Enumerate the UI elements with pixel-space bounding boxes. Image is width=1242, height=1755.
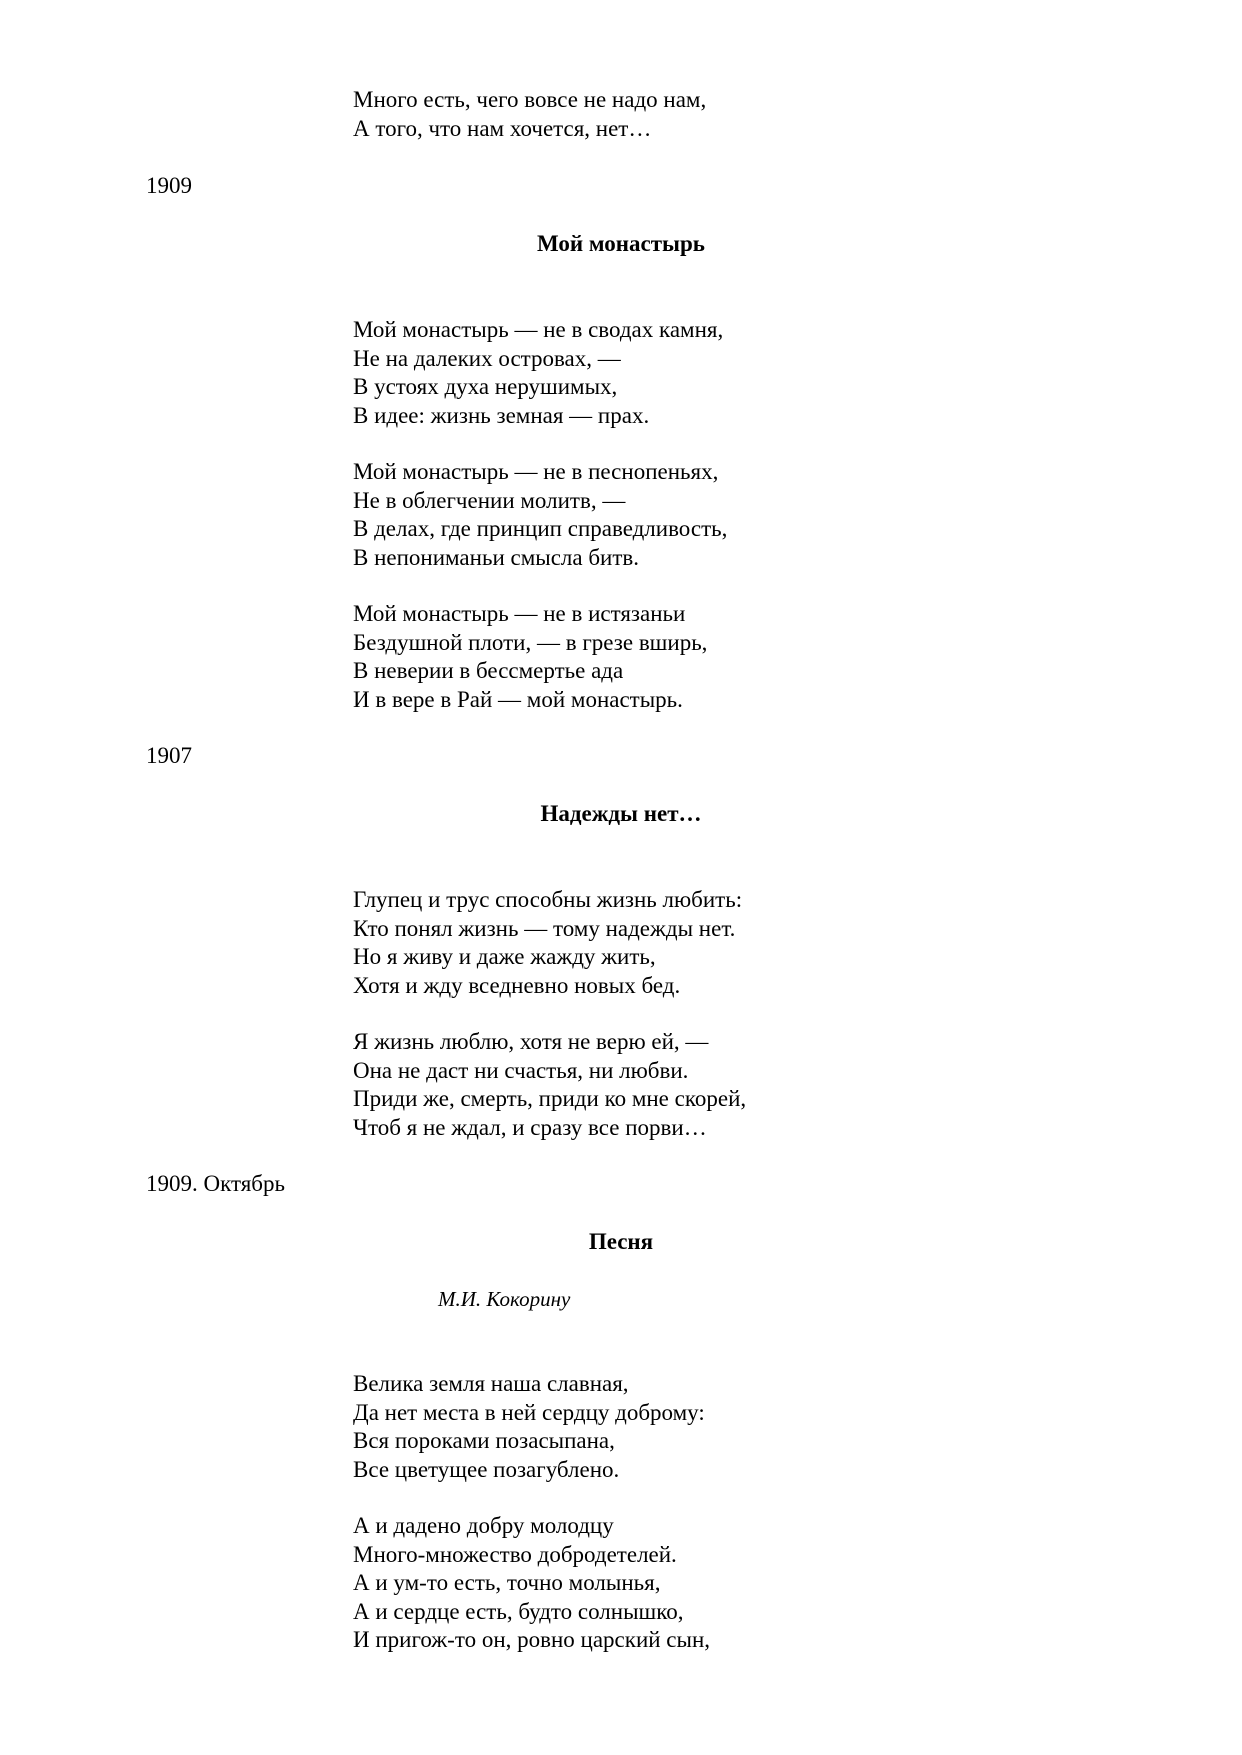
poem-line: В устоях духа нерушимых, [353, 374, 618, 399]
poem-stanza [353, 458, 727, 572]
poem-line: Много есть, чего вовсе не надо нам, [353, 87, 707, 112]
poem-dedication: М.И. Кокорину [438, 1287, 571, 1311]
poem-line: И пригож-то он, ровно царский сын, [353, 1627, 711, 1652]
poem-line: А того, что нам хочется, нет… [353, 115, 652, 141]
fragment-stanza [353, 86, 706, 143]
poem-line: Вся пороками позасыпана, [353, 1428, 615, 1453]
poem-line: Много-множество добродетелей. [353, 1541, 677, 1567]
poem-date: 1909. Октябрь [146, 1171, 285, 1196]
poem-line: Да нет места в ней сердцу доброму: [353, 1399, 705, 1425]
poem-line: В делах, где принцип справедливость, [353, 516, 728, 541]
poem-date: 1907 [146, 743, 192, 768]
poem-line: Я жизнь люблю, хотя не верю ей, — [353, 1029, 709, 1054]
poem-line: И в вере в Рай — мой монастырь. [353, 686, 683, 712]
poem-line: Глупец и трус способны жизнь любить: [353, 887, 743, 912]
poem-line: В непониманьи смысла битв. [353, 544, 640, 570]
poem-line: Все цветущее позагублено. [353, 1456, 620, 1482]
poem-line: Мой монастырь — не в песнопеньях, [353, 459, 719, 484]
poem-line: Чтоб я не ждал, и сразу все порви… [353, 1114, 707, 1140]
poem-title: Песня [588, 1229, 654, 1254]
poem-line: Мой монастырь — не в истязаньи [353, 601, 686, 626]
poem-line: А и ум-то есть, точно молынья, [353, 1570, 661, 1595]
poem-stanza [353, 1370, 705, 1484]
poem-title: Надежды нет… [540, 801, 702, 826]
poem-line: Кто понял жизнь — тому надежды нет. [353, 915, 736, 941]
poem-stanza [353, 600, 707, 714]
poem-line: А и дадено добру молодцу [353, 1513, 614, 1538]
poem-line: В неверии в бессмертье ада [353, 658, 624, 683]
poem-line: Не в облегчении молитв, — [353, 487, 626, 513]
poem-line: А и сердце есть, будто солнышко, [353, 1598, 684, 1624]
poem-stanza [353, 1028, 746, 1142]
poem-stanza [353, 316, 723, 430]
poem-title: Мой монастырь [537, 231, 705, 256]
poem-line: Бездушной плоти, — в грезе вширь, [353, 629, 708, 655]
poem-line: В идее: жизнь земная — прах. [353, 402, 650, 428]
poem-line: Но я живу и даже жажду жить, [353, 944, 656, 969]
poem-line: Приди же, смерть, приди ко мне скорей, [353, 1086, 747, 1111]
poem-line: Она не даст ни счастья, ни любви. [353, 1057, 689, 1083]
poem-stanza [353, 886, 742, 1000]
poem-date: 1909 [146, 173, 192, 198]
poem-stanza [353, 1512, 710, 1655]
poem-line: Не на далеких островах, — [353, 345, 621, 371]
poem-line: Мой монастырь — не в сводах камня, [353, 317, 724, 342]
poem-line: Хотя и жду вседневно новых бед. [353, 972, 681, 998]
poem-line: Велика земля наша славная, [353, 1371, 629, 1396]
